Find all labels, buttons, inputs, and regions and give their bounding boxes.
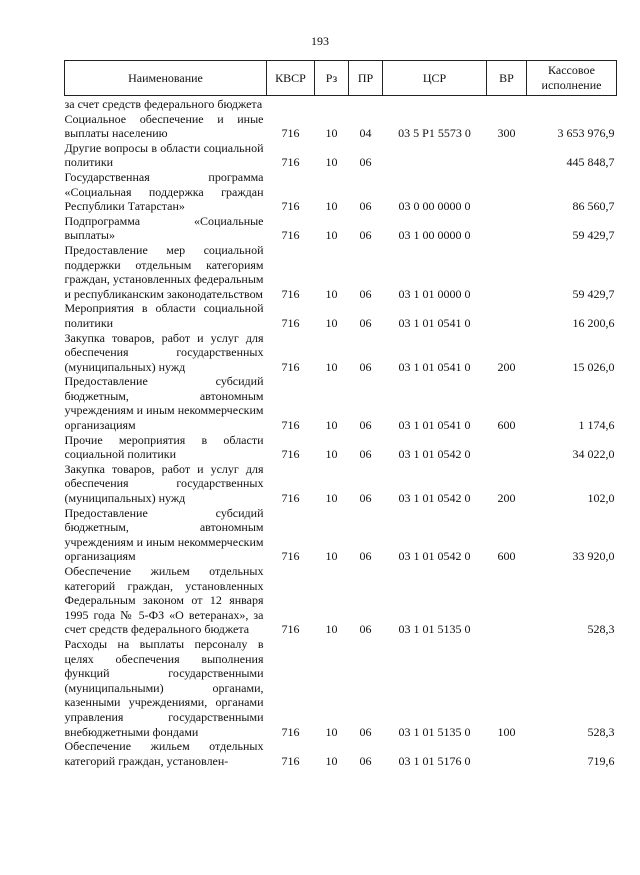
row-amount: 528,3	[587, 724, 615, 739]
row-amount: 33 920,0	[572, 549, 615, 564]
table-row	[65, 331, 617, 375]
table-body	[65, 96, 617, 769]
row-pr: 06	[359, 315, 372, 330]
row-pr: 06	[359, 359, 372, 374]
row-vr	[487, 214, 527, 243]
row-rz: 10	[325, 286, 338, 301]
row-vr	[487, 433, 527, 462]
row-amount: 34 022,0	[572, 447, 615, 462]
page-number: 193	[311, 34, 329, 48]
row-kvsr: 716	[281, 724, 300, 739]
row-rz: 10	[325, 622, 338, 637]
row-csr: 03 1 01 5176 0	[398, 753, 471, 768]
row-kvsr: 716	[281, 155, 300, 170]
row-amount: 1 174,6	[578, 418, 615, 433]
row-csr: 03 1 01 0542 0	[398, 491, 471, 506]
row-pr: 06	[359, 753, 372, 768]
row-rz: 10	[325, 549, 338, 564]
row-amount: 86 560,7	[572, 199, 615, 214]
row-kvsr: 716	[281, 753, 300, 768]
row-rz: 10	[325, 753, 338, 768]
row-csr: 03 1 00 0000 0	[398, 228, 471, 243]
row-vr: 100	[497, 724, 516, 739]
row-amount: 59 429,7	[572, 228, 615, 243]
header-vr: ВР	[487, 61, 527, 96]
row-amount: 719,6	[587, 753, 615, 768]
row-rz: 10	[325, 228, 338, 243]
row-rz: 10	[325, 491, 338, 506]
row-kvsr: 716	[281, 315, 300, 330]
table-row	[65, 433, 617, 462]
row-name: Социальное обеспечение и иные выплаты населению	[64, 111, 264, 141]
row-name: Закупка товаров, работ и услуг для обеспечения государственных (муниципальных) нужд	[64, 461, 264, 506]
table-row	[65, 170, 617, 214]
table-row	[65, 637, 617, 739]
row-csr: 03 1 01 0542 0	[398, 549, 471, 564]
row-name: Государственная программа «Социальная поддержка граждан Республики Татарстан»	[64, 169, 264, 214]
row-csr: 03 0 00 0000 0	[398, 199, 471, 214]
row-vr: 300	[497, 126, 516, 141]
row-pr: 06	[359, 724, 372, 739]
table-row	[65, 739, 617, 768]
budget-table	[64, 60, 617, 768]
row-csr: 03 1 01 5135 0	[398, 622, 471, 637]
row-name: Обеспечение жильем отдельных категорий граждан, установлен-	[64, 739, 264, 768]
row-kvsr: 716	[281, 359, 300, 374]
row-amount: 16 200,6	[572, 315, 615, 330]
row-vr	[487, 301, 527, 330]
row-pr	[349, 96, 383, 112]
row-vr: 600	[497, 549, 516, 564]
row-vr	[487, 141, 527, 170]
table-row	[65, 506, 617, 564]
row-rz: 10	[325, 155, 338, 170]
header-kvsr: КВСР	[267, 61, 315, 96]
table-row	[65, 214, 617, 243]
row-csr: 03 1 01 0541 0	[398, 359, 471, 374]
row-vr: 600	[497, 418, 516, 433]
row-pr: 06	[359, 286, 372, 301]
row-rz: 10	[325, 315, 338, 330]
header-pr: ПР	[349, 61, 383, 96]
row-rz	[315, 96, 349, 112]
row-amount: 59 429,7	[572, 286, 615, 301]
row-name: Предоставление субсидий бюджетным, автономным учреждениям и иным некоммерческим организациям	[64, 374, 264, 433]
row-amount: 528,3	[587, 622, 615, 637]
row-name: Предоставление мер социальной поддержки отдельным категориям граждан, установленных федеральным и республиканским законодательством	[64, 242, 264, 301]
row-amount: 15 026,0	[572, 359, 615, 374]
row-csr: 03 5 P1 5573 0	[398, 126, 471, 141]
row-name: Закупка товаров, работ и услуг для обеспечения государственных (муниципальных) нужд	[64, 330, 264, 374]
row-vr	[487, 739, 527, 768]
row-kvsr: 716	[281, 286, 300, 301]
row-kvsr: 716	[281, 199, 300, 214]
header-csr: ЦСР	[383, 61, 487, 96]
table-row	[65, 243, 617, 301]
row-csr: 03 1 01 0000 0	[398, 286, 471, 301]
table-row	[65, 564, 617, 637]
row-kvsr: 716	[281, 549, 300, 564]
table-row	[65, 462, 617, 506]
row-name: Подпрограмма «Социальные выплаты»	[64, 213, 264, 243]
row-pr: 06	[359, 228, 372, 243]
row-kvsr: 716	[281, 491, 300, 506]
row-kvsr: 716	[281, 126, 300, 141]
row-name: Мероприятия в области социальной политики	[64, 301, 264, 330]
table-row	[65, 301, 617, 330]
row-kvsr	[267, 96, 315, 112]
table-row	[65, 96, 617, 112]
row-name: Предоставление субсидий бюджетным, автономным учреждениям и иным некоммерческим организациям	[64, 505, 264, 564]
row-rz: 10	[325, 418, 338, 433]
row-pr: 04	[359, 126, 372, 141]
row-vr	[487, 170, 527, 214]
row-vr	[487, 96, 527, 112]
row-name: Обеспечение жильем отдельных категорий граждан, установленных Федеральным законом от 12 января 1995 года № 5-ФЗ «О ветеранах», за счет средств федерального бюджета	[64, 564, 264, 637]
row-kvsr: 716	[281, 447, 300, 462]
table-row	[65, 141, 617, 170]
row-csr	[383, 141, 487, 170]
row-rz: 10	[325, 199, 338, 214]
row-csr: 03 1 01 5135 0	[398, 724, 471, 739]
row-csr: 03 1 01 0542 0	[398, 447, 471, 462]
row-kvsr: 716	[281, 622, 300, 637]
row-name: Прочие мероприятия в области социальной политики	[64, 432, 264, 462]
row-pr: 06	[359, 447, 372, 462]
row-name: Другие вопросы в области социальной политики	[64, 140, 264, 170]
row-vr	[487, 243, 527, 301]
row-csr: 03 1 01 0541 0	[398, 315, 471, 330]
row-name: Расходы на выплаты персоналу в целях обеспечения выполнения функций государственными (муниципальными) органами, казенными учреждениями, органами управления государственными внебюджетными фондами	[64, 636, 264, 739]
row-pr: 06	[359, 155, 372, 170]
header-name: Наименование	[65, 61, 267, 96]
row-csr: 03 1 01 0541 0	[398, 418, 471, 433]
table-row	[65, 374, 617, 432]
row-pr: 06	[359, 418, 372, 433]
row-amount: 3 653 976,9	[557, 126, 615, 141]
row-amount	[527, 96, 617, 112]
table-row	[65, 112, 617, 141]
row-rz: 10	[325, 126, 338, 141]
row-kvsr: 716	[281, 228, 300, 243]
row-amount: 102,0	[587, 491, 615, 506]
row-pr: 06	[359, 622, 372, 637]
row-pr: 06	[359, 549, 372, 564]
row-amount: 445 848,7	[566, 155, 615, 170]
row-pr: 06	[359, 199, 372, 214]
row-csr	[383, 96, 487, 112]
row-vr	[487, 564, 527, 637]
row-rz: 10	[325, 447, 338, 462]
header-amount: Кассовое исполнение	[527, 61, 617, 96]
row-vr: 200	[497, 359, 516, 374]
row-kvsr: 716	[281, 418, 300, 433]
table-header-row	[65, 61, 617, 96]
header-rz: Рз	[315, 61, 349, 96]
row-rz: 10	[325, 359, 338, 374]
row-name: за счет средств федерального бюджета	[64, 97, 263, 111]
row-vr: 200	[497, 491, 516, 506]
row-rz: 10	[325, 724, 338, 739]
row-pr: 06	[359, 491, 372, 506]
